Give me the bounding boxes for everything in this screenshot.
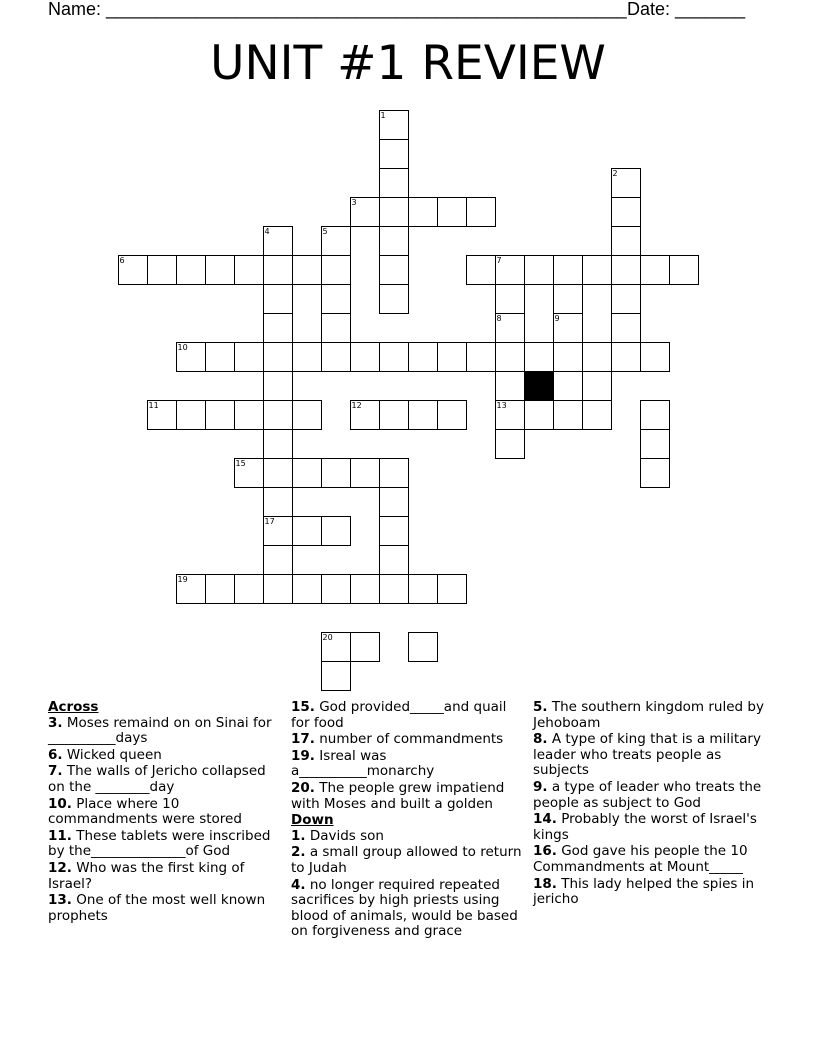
- grid-cell[interactable]: [234, 400, 265, 431]
- grid-cell[interactable]: [466, 255, 497, 286]
- clue-item: [48, 797, 276, 828]
- grid-cell[interactable]: [466, 342, 497, 373]
- clue-number-label: 7.: [48, 763, 63, 780]
- clue-number: 17: [264, 516, 275, 526]
- grid-cell[interactable]: [292, 458, 323, 489]
- clue-number: 10: [177, 342, 188, 352]
- grid-cell[interactable]: [495, 400, 526, 431]
- grid-cell[interactable]: [263, 429, 294, 460]
- clue-text: These tablets were inscribed by the______________of God: [48, 827, 271, 860]
- grid-cell[interactable]: [263, 487, 294, 518]
- grid-cell[interactable]: [553, 284, 584, 315]
- clue-item: [533, 812, 773, 843]
- grid-cell[interactable]: [495, 255, 526, 286]
- grid-cell[interactable]: [640, 429, 671, 460]
- grid-cell[interactable]: [350, 400, 381, 431]
- grid-cell[interactable]: [437, 400, 468, 431]
- clue-number: 5: [322, 226, 328, 236]
- grid-cell[interactable]: [640, 255, 671, 286]
- clue-text: Isreal was a__________monarchy: [291, 747, 435, 780]
- grid-cell[interactable]: [205, 255, 236, 286]
- clue-item: [533, 780, 773, 811]
- grid-cell[interactable]: [379, 255, 410, 286]
- grid-cell[interactable]: [379, 487, 410, 518]
- clue-item: [48, 861, 276, 892]
- clue-number-label: 11.: [48, 827, 72, 844]
- grid-cell[interactable]: [640, 400, 671, 431]
- grid-cell[interactable]: [350, 197, 381, 228]
- clues-column-1: [48, 700, 276, 925]
- clue-number: 1: [380, 110, 386, 120]
- grid-cell[interactable]: [408, 197, 439, 228]
- grid-cell[interactable]: [524, 342, 555, 373]
- clue-item: [48, 716, 276, 747]
- clue-number-label: 8.: [533, 731, 548, 748]
- grid-cell[interactable]: [582, 400, 613, 431]
- grid-cell[interactable]: [350, 458, 381, 489]
- grid-cell[interactable]: [321, 284, 352, 315]
- clue-item: [291, 732, 527, 748]
- grid-cell[interactable]: [321, 255, 352, 286]
- clue-number-label: 20.: [291, 779, 315, 796]
- grid-cell[interactable]: [234, 458, 265, 489]
- grid-cell[interactable]: [640, 342, 671, 373]
- clue-section-heading: Down: [291, 812, 334, 829]
- grid-cell[interactable]: [292, 255, 323, 286]
- grid-cell[interactable]: [263, 371, 294, 402]
- grid-cell[interactable]: [379, 197, 410, 228]
- clue-number: 3: [351, 197, 357, 207]
- grid-cell[interactable]: [379, 342, 410, 373]
- grid-cell[interactable]: [437, 574, 468, 605]
- grid-cell[interactable]: [408, 632, 439, 663]
- clue-number: 19: [177, 574, 188, 584]
- grid-cell[interactable]: [582, 371, 613, 402]
- grid-cell[interactable]: [524, 400, 555, 431]
- clue-number: 20: [322, 632, 333, 642]
- grid-cell[interactable]: [321, 342, 352, 373]
- clue-number-label: 3.: [48, 714, 63, 731]
- grid-cell[interactable]: [263, 574, 294, 605]
- grid-cell[interactable]: [263, 226, 294, 257]
- clue-text: A type of king that is a military leader who treats people as subjects: [533, 731, 761, 779]
- clue-text: no longer required repeated sacrifices by high priests using blood of animals, would be based on forgiveness and grace: [291, 876, 518, 940]
- grid-cell[interactable]: [553, 313, 584, 344]
- grid-cell[interactable]: [379, 284, 410, 315]
- clue-number: 2: [612, 168, 618, 178]
- clue-text: number of commandments: [314, 731, 504, 748]
- clue-number-label: 9.: [533, 778, 548, 795]
- clue-number: 7: [496, 255, 502, 265]
- grid-cell[interactable]: [379, 516, 410, 547]
- grid-cell[interactable]: [408, 574, 439, 605]
- clue-number: 4: [264, 226, 270, 236]
- grid-cell[interactable]: [611, 342, 642, 373]
- clues-column-3: [533, 700, 773, 909]
- grid-cell[interactable]: [611, 284, 642, 315]
- clue-number: 6: [119, 255, 125, 265]
- grid-cell[interactable]: [205, 574, 236, 605]
- grid-cell[interactable]: [263, 545, 294, 576]
- grid-cell[interactable]: [379, 139, 410, 170]
- grid-cell[interactable]: [553, 255, 584, 286]
- grid-cell[interactable]: [350, 574, 381, 605]
- clue-item: [291, 845, 527, 876]
- clue-text: a small group allowed to return to Judah: [291, 844, 522, 876]
- clue-section-heading: Across: [48, 699, 99, 715]
- grid-cell[interactable]: [350, 632, 381, 663]
- grid-cell[interactable]: [263, 400, 294, 431]
- clue-text: Wicked queen: [62, 746, 162, 763]
- clue-number-label: 5.: [533, 699, 548, 715]
- grid-cell[interactable]: [263, 255, 294, 286]
- clue-text: The walls of Jericho collapsed on the ________day: [48, 763, 266, 795]
- clue-text: a type of leader who treats the people as subject to God: [533, 778, 762, 811]
- grid-cell[interactable]: [640, 458, 671, 489]
- grid-cell[interactable]: [176, 342, 207, 373]
- clue-number-label: 1.: [291, 827, 306, 844]
- grid-cell[interactable]: [495, 429, 526, 460]
- grid-cell[interactable]: [524, 255, 555, 286]
- grid-cell[interactable]: [611, 313, 642, 344]
- clue-number: 12: [351, 400, 362, 410]
- grid-cell[interactable]: [553, 371, 584, 402]
- grid-cell[interactable]: [176, 255, 207, 286]
- clue-number-label: 12.: [48, 859, 72, 876]
- grid-cell[interactable]: [321, 661, 352, 692]
- clue-item: [48, 748, 276, 764]
- clue-item: [291, 781, 527, 812]
- clue-item: [291, 749, 527, 780]
- grid-cell[interactable]: [437, 197, 468, 228]
- grid-cell[interactable]: [611, 226, 642, 257]
- clue-text: God provided_____and quail for food: [291, 699, 507, 731]
- grid-cell[interactable]: [495, 284, 526, 315]
- clues-column-2: [291, 700, 527, 941]
- grid-cell[interactable]: [379, 545, 410, 576]
- grid-cell[interactable]: [553, 400, 584, 431]
- grid-cell[interactable]: [292, 400, 323, 431]
- grid-cell[interactable]: [263, 342, 294, 373]
- grid-cell[interactable]: [669, 255, 700, 286]
- name-blank: ____________________________________________________: [106, 0, 627, 19]
- clue-number: 15: [235, 458, 246, 468]
- grid-cell[interactable]: [176, 574, 207, 605]
- clue-number: 13: [496, 400, 507, 410]
- grid-cell[interactable]: [582, 342, 613, 373]
- clue-item: [533, 700, 773, 731]
- clue-number: 8: [496, 313, 502, 323]
- grid-cell[interactable]: [234, 342, 265, 373]
- clue-number-label: 2.: [291, 844, 306, 861]
- grid-cell[interactable]: [205, 342, 236, 373]
- grid-cell[interactable]: [495, 313, 526, 344]
- clue-number-label: 17.: [291, 731, 315, 748]
- grid-cell[interactable]: [234, 255, 265, 286]
- grid-cell[interactable]: [379, 574, 410, 605]
- clue-number-label: 15.: [291, 699, 315, 715]
- grid-cell[interactable]: [321, 632, 352, 663]
- grid-cell[interactable]: [292, 574, 323, 605]
- clue-text: God gave his people the 10 Commandments at Mount_____: [533, 843, 748, 875]
- grid-cell[interactable]: [292, 342, 323, 373]
- date-blank: _______: [675, 0, 746, 19]
- clue-number: 11: [148, 400, 159, 410]
- grid-black-cell: [524, 371, 555, 402]
- name-label: Name:: [48, 0, 102, 19]
- clue-number-label: 6.: [48, 746, 63, 763]
- grid-cell[interactable]: [408, 342, 439, 373]
- clue-text: Davids son: [305, 827, 384, 844]
- clue-text: Place where 10 commandments were stored: [48, 795, 242, 828]
- grid-cell[interactable]: [321, 313, 352, 344]
- clue-text: The people grew impatiend with Moses and built a golden: [291, 779, 505, 812]
- grid-cell[interactable]: [321, 516, 352, 547]
- grid-cell[interactable]: [176, 400, 207, 431]
- grid-cell[interactable]: [147, 255, 178, 286]
- grid-cell[interactable]: [611, 255, 642, 286]
- grid-cell[interactable]: [321, 226, 352, 257]
- grid-cell[interactable]: [495, 371, 526, 402]
- grid-cell[interactable]: [234, 574, 265, 605]
- clue-number-label: 19.: [291, 747, 315, 764]
- clue-text: Moses remaind on on Sinai for __________days: [48, 714, 272, 747]
- grid-cell[interactable]: [118, 255, 149, 286]
- grid-cell[interactable]: [205, 400, 236, 431]
- clue-text: Probably the worst of Israel's kings: [533, 811, 757, 843]
- clue-item: [533, 844, 773, 875]
- grid-cell[interactable]: [495, 342, 526, 373]
- clue-number-label: 10.: [48, 795, 72, 812]
- grid-cell[interactable]: [263, 458, 294, 489]
- clue-number-label: 13.: [48, 892, 72, 909]
- grid-cell[interactable]: [379, 400, 410, 431]
- grid-cell[interactable]: [611, 168, 642, 199]
- grid-cell[interactable]: [321, 458, 352, 489]
- clue-number-label: 14.: [533, 811, 557, 828]
- grid-cell[interactable]: [263, 516, 294, 547]
- clue-item: [48, 764, 276, 795]
- clue-text: One of the most well known prophets: [48, 892, 266, 924]
- grid-cell[interactable]: [350, 342, 381, 373]
- clue-text: This lady helped the spies in jericho: [533, 875, 755, 908]
- grid-cell[interactable]: [611, 197, 642, 228]
- clue-text: Who was the first king of Israel?: [48, 859, 245, 892]
- clue-text: The southern kingdom ruled by Jehoboam: [533, 699, 764, 731]
- grid-cell[interactable]: [408, 400, 439, 431]
- grid-cell[interactable]: [321, 574, 352, 605]
- clue-item: [291, 700, 527, 731]
- grid-cell[interactable]: [437, 342, 468, 373]
- grid-cell[interactable]: [263, 313, 294, 344]
- clue-item: [48, 893, 276, 924]
- grid-cell[interactable]: [379, 110, 410, 141]
- grid-cell[interactable]: [263, 284, 294, 315]
- date-label: Date:: [627, 0, 671, 19]
- page-title: UNIT #1 REVIEW: [210, 36, 606, 91]
- clue-item: [48, 829, 276, 860]
- clue-item: [533, 732, 773, 779]
- grid-cell[interactable]: [379, 168, 410, 199]
- grid-cell[interactable]: [466, 197, 497, 228]
- clue-number: 9: [554, 313, 560, 323]
- clue-item: [291, 829, 527, 845]
- clue-item: [533, 877, 773, 908]
- clue-number-label: 18.: [533, 875, 557, 892]
- clue-number-label: 4.: [291, 876, 306, 893]
- clue-item: [291, 878, 527, 940]
- grid-cell[interactable]: [147, 400, 178, 431]
- grid-cell[interactable]: [582, 255, 613, 286]
- grid-cell[interactable]: [292, 516, 323, 547]
- grid-cell[interactable]: [553, 342, 584, 373]
- grid-cell[interactable]: [379, 458, 410, 489]
- clue-number-label: 16.: [533, 843, 557, 860]
- grid-cell[interactable]: [379, 226, 410, 257]
